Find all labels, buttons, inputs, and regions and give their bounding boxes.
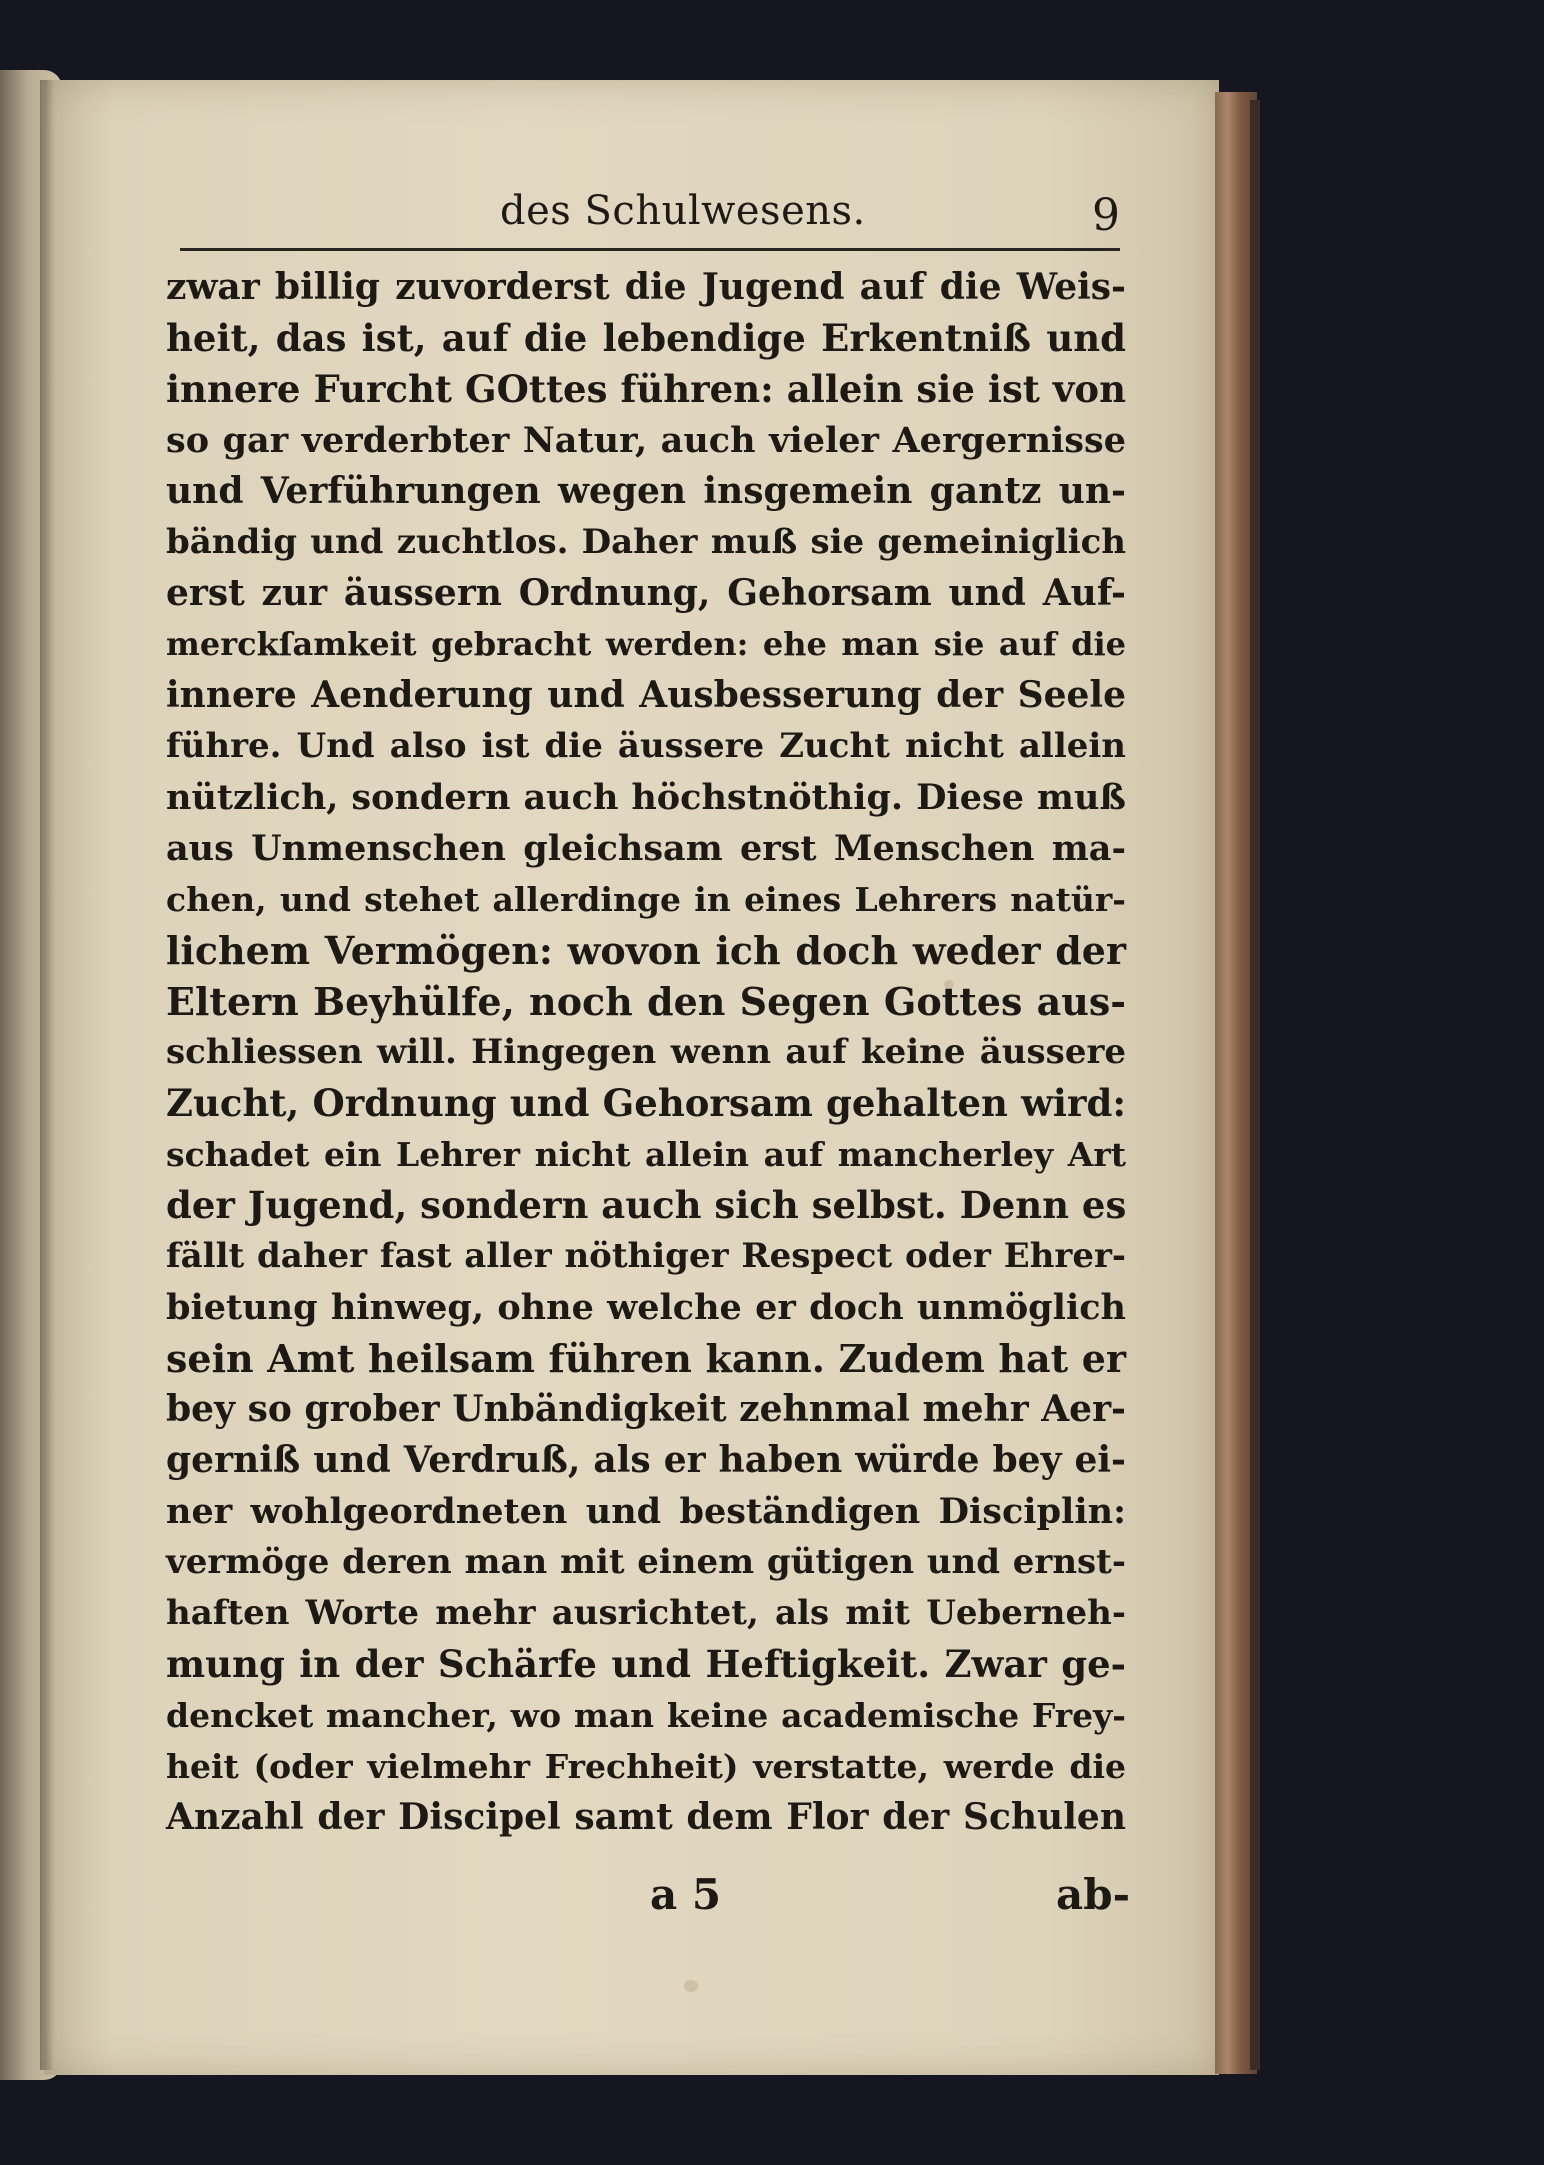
page-number: 9 xyxy=(1092,190,1120,241)
text-line: nützlich, sondern auch höchstnöthig. Diese muß xyxy=(166,777,1126,818)
header-rule xyxy=(180,248,1120,251)
text-line: chen, und stehet allerdinge in eines Lehrers natür- xyxy=(166,880,1126,919)
text-line: vermöge deren man mit einem gütigen und ernst- xyxy=(166,1542,1126,1582)
page-header xyxy=(180,188,1120,248)
text-line: gerniß und Verdruß, als er haben würde bey ei- xyxy=(166,1439,1126,1481)
text-line: heit (oder vielmehr Frechheit) verstatte, werde die xyxy=(166,1747,1126,1786)
text-line: lichem Vermögen: wovon ich doch weder der xyxy=(166,928,1126,973)
text-line: ner wohlgeordneten und beständigen Disciplin: xyxy=(166,1491,1126,1532)
text-line: innere Aenderung und Ausbesserung der Seele xyxy=(166,674,1126,716)
text-line: schliessen will. Hingegen wenn auf keine äussere xyxy=(166,1032,1126,1072)
text-line: heit, das ist, auf die lebendige Erkentniß und xyxy=(166,316,1126,360)
text-line: sein Amt heilsam führen kann. Zudem hat er xyxy=(166,1336,1126,1381)
page-gutter xyxy=(40,80,54,2070)
text-line: der Jugend, sondern auch sich selbst. Denn es xyxy=(166,1183,1127,1227)
text-line: so gar verderbter Natur, auch vieler Aergernisse xyxy=(166,420,1126,461)
text-line: bändig und zuchtlos. Daher muß sie gemeiniglich xyxy=(166,522,1126,562)
cover-edge xyxy=(1250,100,1260,2070)
text-line: innere Furcht GOttes führen: allein sie ist von xyxy=(166,367,1126,411)
text-line: Eltern Beyhülfe, noch den Segen Gottes aus- xyxy=(166,979,1126,1024)
text-line: dencket mancher, wo man keine academische Frey- xyxy=(166,1696,1126,1735)
body-text xyxy=(166,262,1126,1843)
page-footer xyxy=(650,1870,1130,1930)
text-line: erst zur äussern Ordnung, Gehorsam und Auf- xyxy=(166,572,1126,614)
text-line: zwar billig zuvorderst die Jugend auf die Weis- xyxy=(166,266,1126,308)
running-head: des Schulwesens. xyxy=(500,188,866,234)
text-line: aus Unmenschen gleichsam erst Menschen ma- xyxy=(166,828,1126,869)
text-line: Anzahl der Discipel samt dem Flor der Schulen xyxy=(166,1796,1126,1838)
text-line: bey so grober Unbändigkeit zehnmal mehr Aer- xyxy=(166,1388,1126,1430)
signature-mark: a 5 xyxy=(650,1870,722,1919)
paper-stain xyxy=(684,1980,698,1992)
text-line: Zucht, Ordnung und Gehorsam gehalten wird: xyxy=(166,1081,1126,1125)
text-line: führe. Und also ist die äussere Zucht nicht allein xyxy=(166,726,1126,766)
catchword: ab- xyxy=(1055,1870,1130,1919)
text-line: schadet ein Lehrer nicht allein auf mancherley Art xyxy=(166,1135,1126,1174)
text-line: merckſamkeit gebracht werden: ehe man sie auf die xyxy=(166,625,1126,663)
text-line: mung in der Schärfe und Heftigkeit. Zwar ge- xyxy=(166,1642,1126,1686)
text-line: fällt daher fast aller nöthiger Respect oder Ehrer- xyxy=(166,1236,1126,1276)
text-line: bietung hinweg, ohne welche er doch unmöglich xyxy=(166,1287,1126,1328)
text-line: haften Worte mehr ausrichtet, als mit Ueberneh- xyxy=(166,1593,1126,1633)
text-line: und Verführungen wegen insgemein gantz un- xyxy=(166,470,1126,512)
